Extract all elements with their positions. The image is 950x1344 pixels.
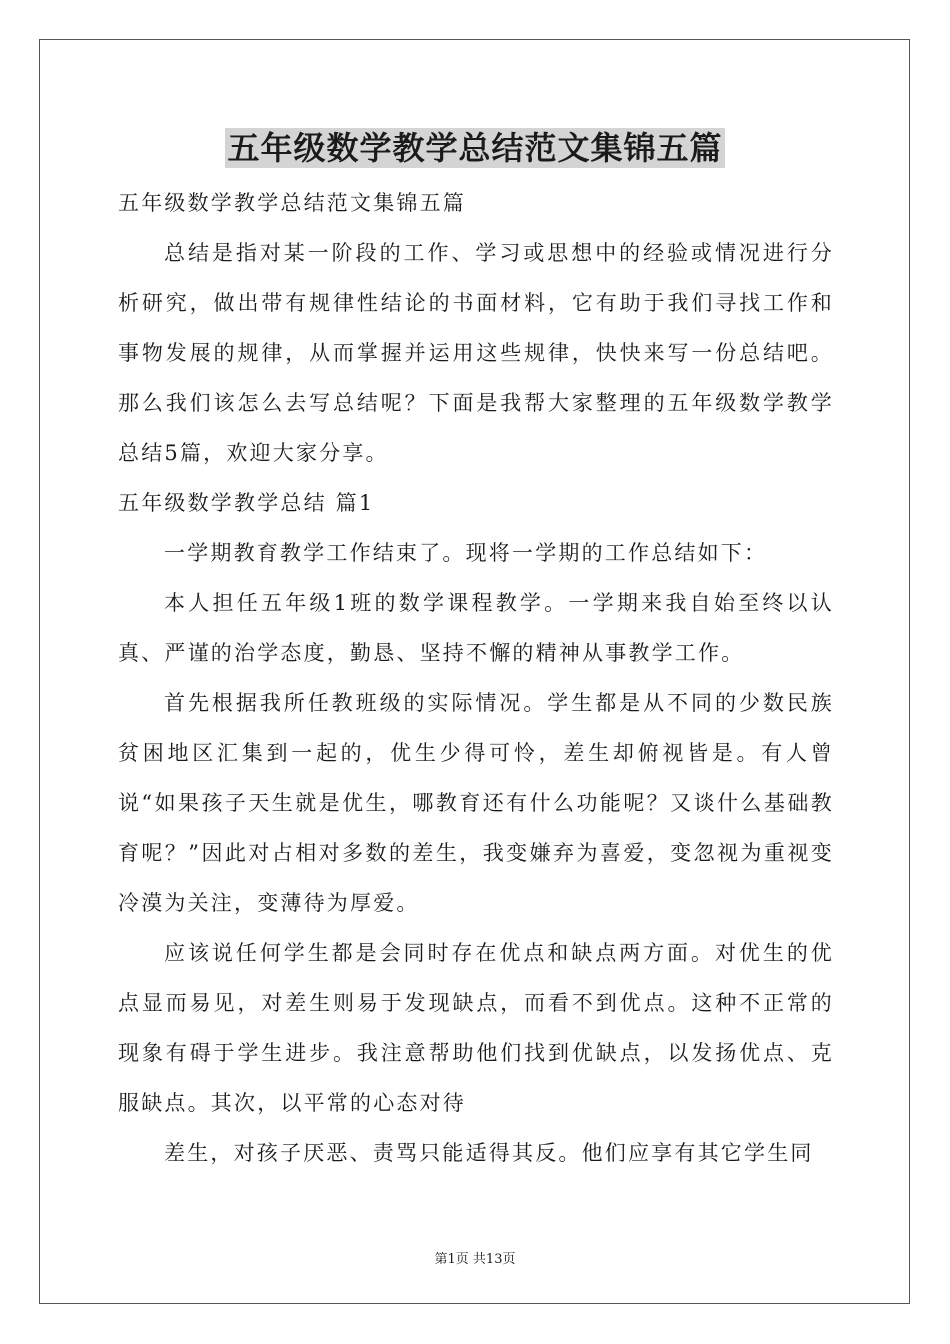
document-title-wrap: [0, 128, 950, 168]
paragraph: 首先根据我所任教班级的实际情况。学生都是从不同的少数民族贫困地区汇集到一起的，优生少得可怜，差生却俯视皆是。有人曾说“如果孩子天生就是优生，哪教育还有什么功能呢？又谈什么基础教育呢？”因此对占相对多数的差生，我变嫌弃为喜爱，变忽视为重视变冷漠为关注，变薄待为厚爱。: [118, 691, 834, 915]
section-heading: 五年级数学教学总结 篇1: [118, 491, 375, 515]
subtitle: 五年级数学教学总结范文集锦五篇: [118, 191, 466, 215]
page-footer: 第1页 共13页: [434, 1252, 516, 1267]
document-body: [118, 178, 834, 1178]
paragraph: 一学期教育教学工作结束了。现将一学期的工作总结如下：: [164, 541, 768, 565]
paragraph: 应该说任何学生都是会同时存在优点和缺点两方面。对优生的优点显而易见，对差生则易于发现缺点，而看不到优点。这种不正常的现象有碍于学生进步。我注意帮助他们找到优缺点，以发扬优点、克服缺点。其次，以平常的心态对待: [118, 941, 834, 1115]
paragraph: 差生，对孩子厌恶、责骂只能适得其反。他们应享有其它学生同: [164, 1141, 814, 1165]
paragraph-intro: 总结是指对某一阶段的工作、学习或思想中的经验或情况进行分析研究，做出带有规律性结论的书面材料，它有助于我们寻找工作和事物发展的规律，从而掌握并运用这些规律，快快来写一份总结吧。那么我们该怎么去写总结呢？下面是我帮大家整理的五年级数学教学总结5篇，欢迎大家分享。: [118, 241, 834, 465]
document-title: 五年级数学教学总结范文集锦五篇: [227, 129, 723, 167]
paragraph: 本人担任五年级1班的数学课程教学。一学期来我自始至终以认真、严谨的治学态度，勤恳、坚持不懈的精神从事教学工作。: [118, 591, 834, 665]
